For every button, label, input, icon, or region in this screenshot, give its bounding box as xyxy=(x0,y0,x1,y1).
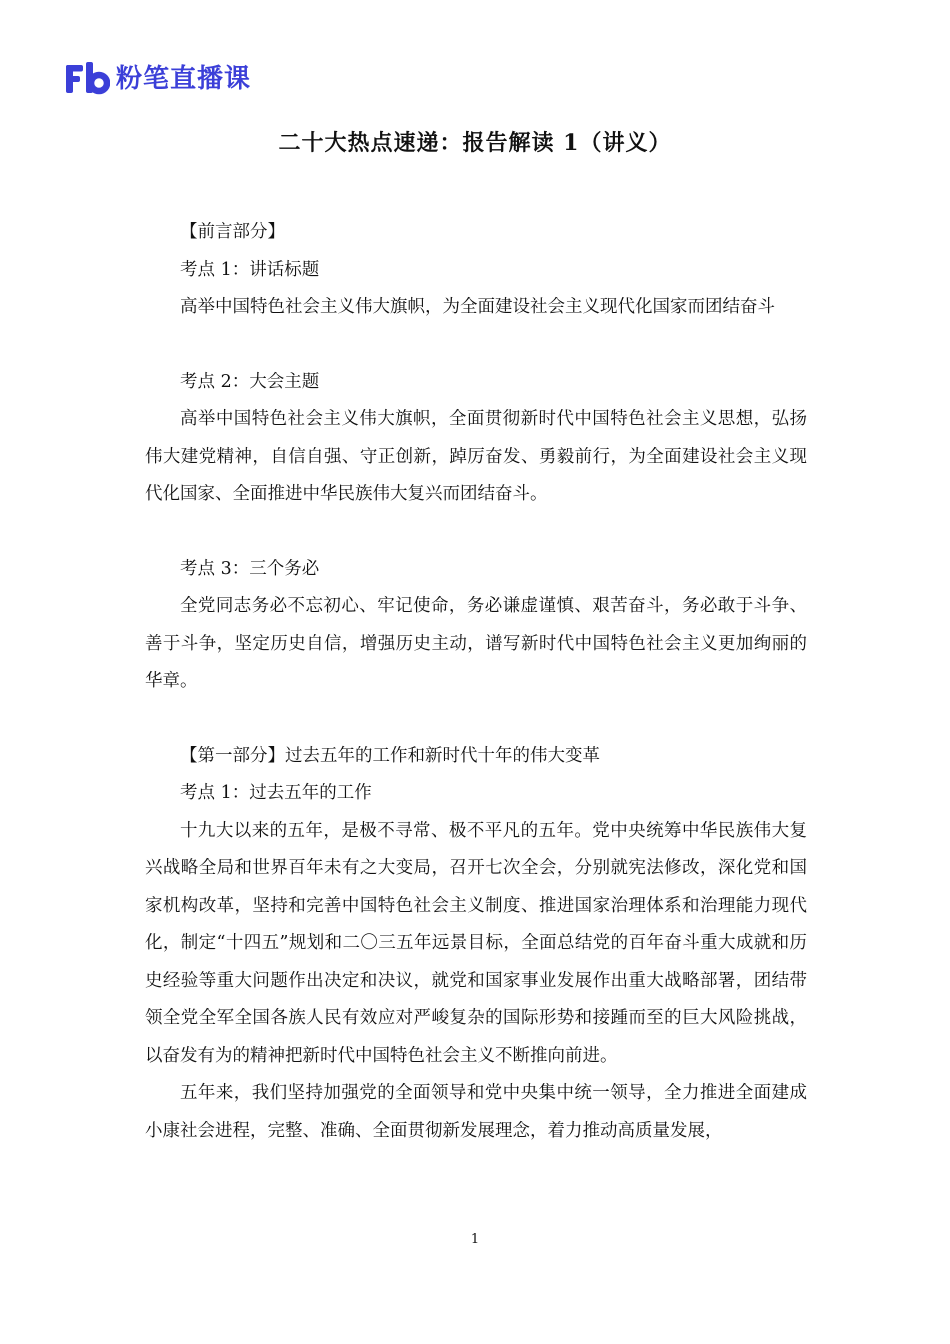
document-body xyxy=(145,214,807,1150)
preface-point1-title: 考点 1：讲话标题 xyxy=(180,259,320,280)
preface-point3-text: 全党同志务必不忘初心、牢记使命，务必谦虚谨慎、艰苦奋斗，务必敢于斗争、善于斗争，坚定历史自信，增强历史主动，谱写新时代中国特色社会主义更加绚丽的华章。 xyxy=(145,596,807,691)
document-title: 二十大热点速递：报告解读 1（讲义） xyxy=(278,130,672,156)
spacer xyxy=(145,327,807,364)
preface-point3-title: 考点 3：三个务必 xyxy=(180,558,320,579)
page-number: 1 xyxy=(470,1232,480,1247)
brand-logo xyxy=(66,62,251,96)
preface-point2-title: 考点 2：大会主题 xyxy=(180,371,320,392)
part1-heading: 【第一部分】过去五年的工作和新时代十年的伟大变革 xyxy=(180,745,600,766)
part1-point1-title: 考点 1：过去五年的工作 xyxy=(180,783,372,803)
spacer xyxy=(145,701,807,738)
preface-heading: 【前言部分】 xyxy=(180,222,285,242)
logo-text: 粉笔直播课 xyxy=(116,64,252,94)
preface-point1-text: 高举中国特色社会主义伟大旗帜，为全面建设社会主义现代化国家而团结奋斗 xyxy=(180,297,775,317)
part1-paragraph-2: 五年来，我们坚持加强党的全面领导和党中央集中统一领导，全力推进全面建成小康社会进程，完整、准确、全面贯彻新发展理念，着力推动高质量发展， xyxy=(145,1083,807,1141)
fb-logo-icon xyxy=(66,62,110,96)
part1-paragraph-1: 十九大以来的五年，是极不寻常、极不平凡的五年。党中央统筹中华民族伟大复兴战略全局和世界百年未有之大变局，召开七次全会，分别就宪法修改，深化党和国家机构改革，坚持和完善中国特色社会主义制度、推进国家治理体系和治理能力现代化，制定“十四五”规划和二〇三五年远景目标，全面总结党的百年奋斗重大成就和历史经验等重大问题作出决定和决议，就党和国家事业发展作出重大战略部署，团结带领全党全军全国各族人民有效应对严峻复杂的国际形势和接踵而至的巨大风险挑战，以奋发有为的精神把新时代中国特色社会主义不断推向前进。 xyxy=(145,820,807,1066)
preface-point2-text: 高举中国特色社会主义伟大旗帜，全面贯彻新时代中国特色社会主义思想，弘扬伟大建党精神，自信自强、守正创新，踔厉奋发、勇毅前行，为全面建设社会主义现代化国家、全面推进中华民族伟大复兴而团结奋斗。 xyxy=(145,409,807,504)
spacer xyxy=(145,514,807,551)
